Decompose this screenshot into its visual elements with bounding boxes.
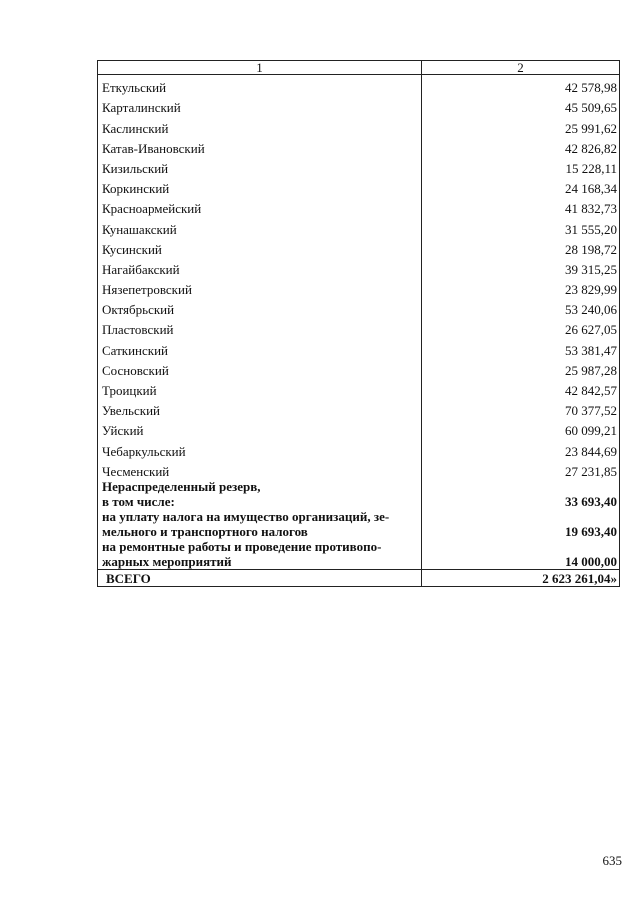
total-value: 2 623 261,04»: [422, 569, 620, 586]
page-number: 635: [602, 853, 622, 868]
district-name: Пластовский: [98, 317, 422, 337]
reserve-item-row: [98, 539, 620, 570]
district-amount: 27 231,85: [422, 459, 620, 479]
reserve-item2-value: 14 000,00: [422, 539, 620, 570]
district-name: Нязепетровский: [98, 277, 422, 297]
district-name: Катав-Ивановский: [98, 136, 422, 156]
reserve-row: [98, 479, 620, 509]
table-row: [98, 378, 620, 398]
district-name: Сосновский: [98, 358, 422, 378]
table-row: [98, 337, 620, 357]
district-name: Троицкий: [98, 378, 422, 398]
table-row: [98, 398, 620, 418]
reserve-item1-line-a: на уплату налога на имущество организаций, зе-: [102, 508, 390, 524]
district-name: Октябрьский: [98, 297, 422, 317]
total-row: [98, 569, 620, 586]
district-amount: 42 842,57: [422, 378, 620, 398]
district-name: Красноармейский: [98, 196, 422, 216]
district-name: Увельский: [98, 398, 422, 418]
reserve-item2-line-a: на ремонтные работы и проведение противопо-: [102, 538, 382, 554]
district-name: Коркинский: [98, 176, 422, 196]
district-name: Нагайбакский: [98, 257, 422, 277]
table-row: [98, 297, 620, 317]
reserve-item1-line-b: мельного и транспортного налогов: [102, 523, 308, 539]
table-row: [98, 438, 620, 458]
district-amount: 53 240,06: [422, 297, 620, 317]
district-amount: 23 829,99: [422, 277, 620, 297]
table-row: [98, 317, 620, 337]
district-amount: 60 099,21: [422, 418, 620, 438]
table-body: [98, 75, 620, 479]
table-row: [98, 237, 620, 257]
reserve-label-text: Нераспределенный резерв,: [102, 478, 261, 494]
district-amount: 24 168,34: [422, 176, 620, 196]
total-label: ВСЕГО: [98, 569, 422, 586]
district-amount: 31 555,20: [422, 216, 620, 236]
reserve-item2-label: [98, 539, 422, 570]
reserve-item-row: [98, 509, 620, 539]
district-name: Каслинский: [98, 115, 422, 135]
district-amount: 53 381,47: [422, 337, 620, 357]
table-row: [98, 418, 620, 438]
table-row: [98, 75, 620, 96]
district-name: Карталинский: [98, 95, 422, 115]
district-amount: 41 832,73: [422, 196, 620, 216]
district-amount: 42 578,98: [422, 75, 620, 96]
budget-table: [97, 60, 620, 587]
district-name: Кизильский: [98, 156, 422, 176]
table-row: [98, 196, 620, 216]
district-amount: 23 844,69: [422, 438, 620, 458]
district-amount: 25 987,28: [422, 358, 620, 378]
table-row: [98, 216, 620, 236]
reserve-value: 33 693,40: [422, 479, 620, 509]
district-name: Кусинский: [98, 237, 422, 257]
table-row: [98, 95, 620, 115]
table-row: [98, 136, 620, 156]
district-amount: 15 228,11: [422, 156, 620, 176]
column-header-2: 2: [422, 61, 620, 75]
reserve-label: [98, 479, 422, 509]
column-header-1: 1: [98, 61, 422, 75]
reserve-including-text: в том числе:: [102, 493, 175, 509]
district-name: Уйский: [98, 418, 422, 438]
table-row: [98, 115, 620, 135]
table-row: [98, 459, 620, 479]
table-row: [98, 358, 620, 378]
district-amount: 26 627,05: [422, 317, 620, 337]
district-amount: 45 509,65: [422, 95, 620, 115]
reserve-item1-value: 19 693,40: [422, 509, 620, 539]
reserve-item1-label: [98, 509, 422, 539]
district-amount: 25 991,62: [422, 115, 620, 135]
district-amount: 28 198,72: [422, 237, 620, 257]
district-name: Еткульский: [98, 75, 422, 96]
reserve-item2-line-b: жарных мероприятий: [102, 553, 232, 569]
district-name: Кунашакский: [98, 216, 422, 236]
table-row: [98, 277, 620, 297]
district-amount: 39 315,25: [422, 257, 620, 277]
table-row: [98, 156, 620, 176]
table-row: [98, 176, 620, 196]
district-name: Саткинский: [98, 337, 422, 357]
district-name: Чебаркульский: [98, 438, 422, 458]
table-row: [98, 257, 620, 277]
district-name: Чесменский: [98, 459, 422, 479]
table-header-row: [98, 61, 620, 75]
district-amount: 70 377,52: [422, 398, 620, 418]
district-amount: 42 826,82: [422, 136, 620, 156]
